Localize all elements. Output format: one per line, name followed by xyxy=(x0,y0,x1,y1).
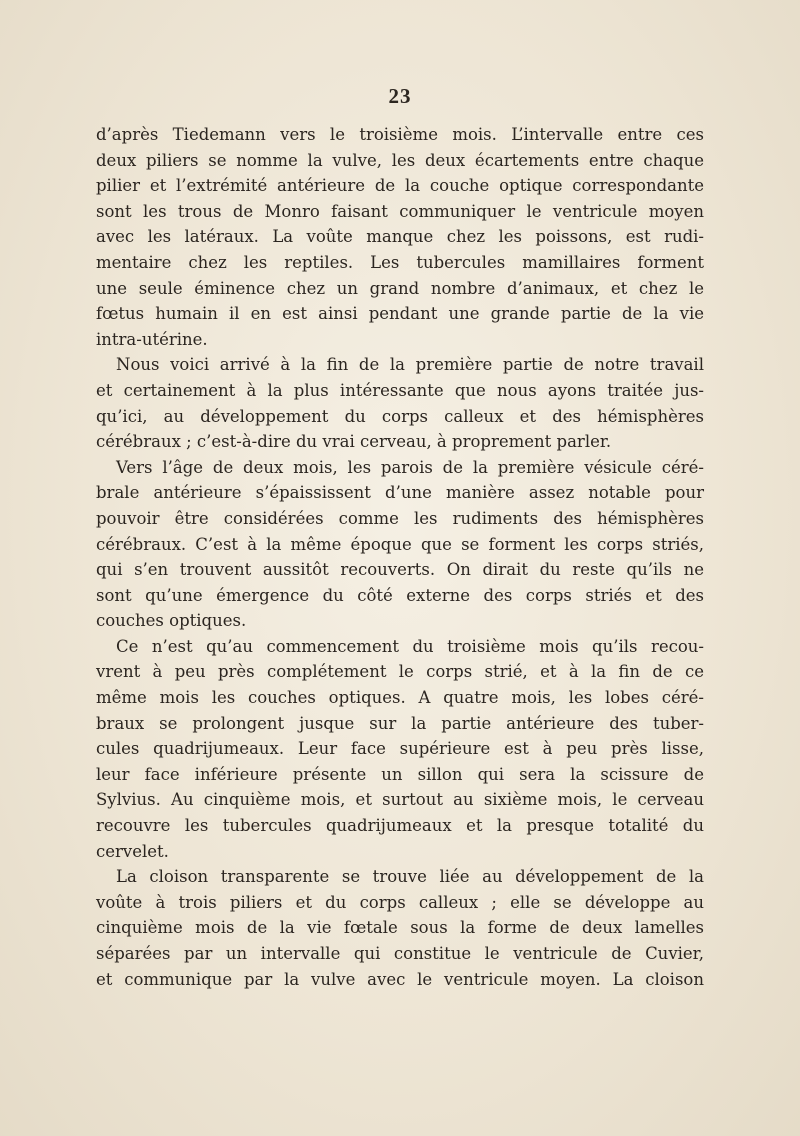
text-line: sont qu’une émergence du côté externe des corps striés et des xyxy=(96,585,704,605)
text-line: deux piliers se nomme la vulve, les deux écartements entre chaque xyxy=(96,150,704,170)
text-line: mentaire chez les reptiles. Les tubercules mamillaires forment xyxy=(96,252,704,272)
body-text xyxy=(96,122,704,992)
text-line: cérébraux. C’est à la même époque que se forment les corps striés, xyxy=(96,534,704,554)
text-line: Ce n’est qu’au commencement du troisième mois qu’ils recou- xyxy=(116,636,704,656)
text-line: leur face inférieure présente un sillon qui sera la scissure de xyxy=(96,764,704,784)
text-line: braux se prolongent jusque sur la partie antérieure des tuber- xyxy=(96,713,704,733)
page-number: 23 xyxy=(388,84,412,108)
text-line: sont les trous de Monro faisant communiquer le ventricule moyen xyxy=(96,201,704,221)
text-line: Sylvius. Au cinquième mois, et surtout au sixième mois, le cerveau xyxy=(96,790,704,810)
text-line: pilier et l’extrémité antérieure de la couche optique correspondante xyxy=(96,176,704,196)
text-line: intra-utérine. xyxy=(96,329,208,349)
text-line: et certainement à la plus intéressante que nous ayons traitée jus- xyxy=(96,380,704,400)
text-line: cérébraux ; c’est-à-dire du vrai cerveau, à proprement parler. xyxy=(96,432,612,452)
text-line: recouvre les tubercules quadrijumeaux et la presque totalité du xyxy=(96,816,704,836)
text-line: vrent à peu près complétement le corps strié, et à la fin de ce xyxy=(96,662,704,682)
paragraph xyxy=(96,864,704,992)
text-line: fœtus humain il en est ainsi pendant une grande partie de la vie xyxy=(96,304,704,324)
paragraph xyxy=(96,352,704,454)
text-line: Vers l’âge de deux mois, les parois de la première vésicule céré- xyxy=(116,457,704,477)
text-line: qu’ici, au développement du corps calleux et des hémisphères xyxy=(96,406,704,426)
paragraph xyxy=(96,122,704,352)
text-line: d’après Tiedemann vers le troisième mois. L’intervalle entre ces xyxy=(96,125,704,144)
text-line: avec les latéraux. La voûte manque chez les poissons, est rudi- xyxy=(96,227,704,247)
text-line: pouvoir être considérées comme les rudiments des hémisphères xyxy=(96,508,704,528)
text-line: brale antérieure s’épaississent d’une manière assez notable pour xyxy=(96,483,704,503)
text-line: La cloison transparente se trouve liée au développement de la xyxy=(116,867,704,887)
text-line: cinquième mois de la vie fœtale sous la forme de deux lamelles xyxy=(96,918,704,938)
text-line: une seule éminence chez un grand nombre d’animaux, et chez le xyxy=(96,278,704,298)
text-line: couches optiques. xyxy=(96,611,247,631)
text-line: séparées par un intervalle qui constitue le ventricule de Cuvier, xyxy=(96,944,704,963)
text-line: voûte à trois piliers et du corps calleux ; elle se développe au xyxy=(96,892,704,912)
text-line: cules quadrijumeaux. Leur face supérieure est à peu près lisse, xyxy=(96,739,704,759)
paragraph xyxy=(96,455,704,634)
paragraph xyxy=(96,634,704,864)
text-line: Nous voici arrivé à la fin de la première partie de notre travail xyxy=(116,355,704,375)
text-line: cervelet. xyxy=(96,841,169,861)
text-line: et communique par la vulve avec le ventricule moyen. La cloison xyxy=(96,969,704,989)
text-line: qui s’en trouvent aussitôt recouverts. On dirait du reste qu’ils ne xyxy=(96,560,704,580)
text-line: même mois les couches optiques. A quatre mois, les lobes céré- xyxy=(96,688,704,708)
